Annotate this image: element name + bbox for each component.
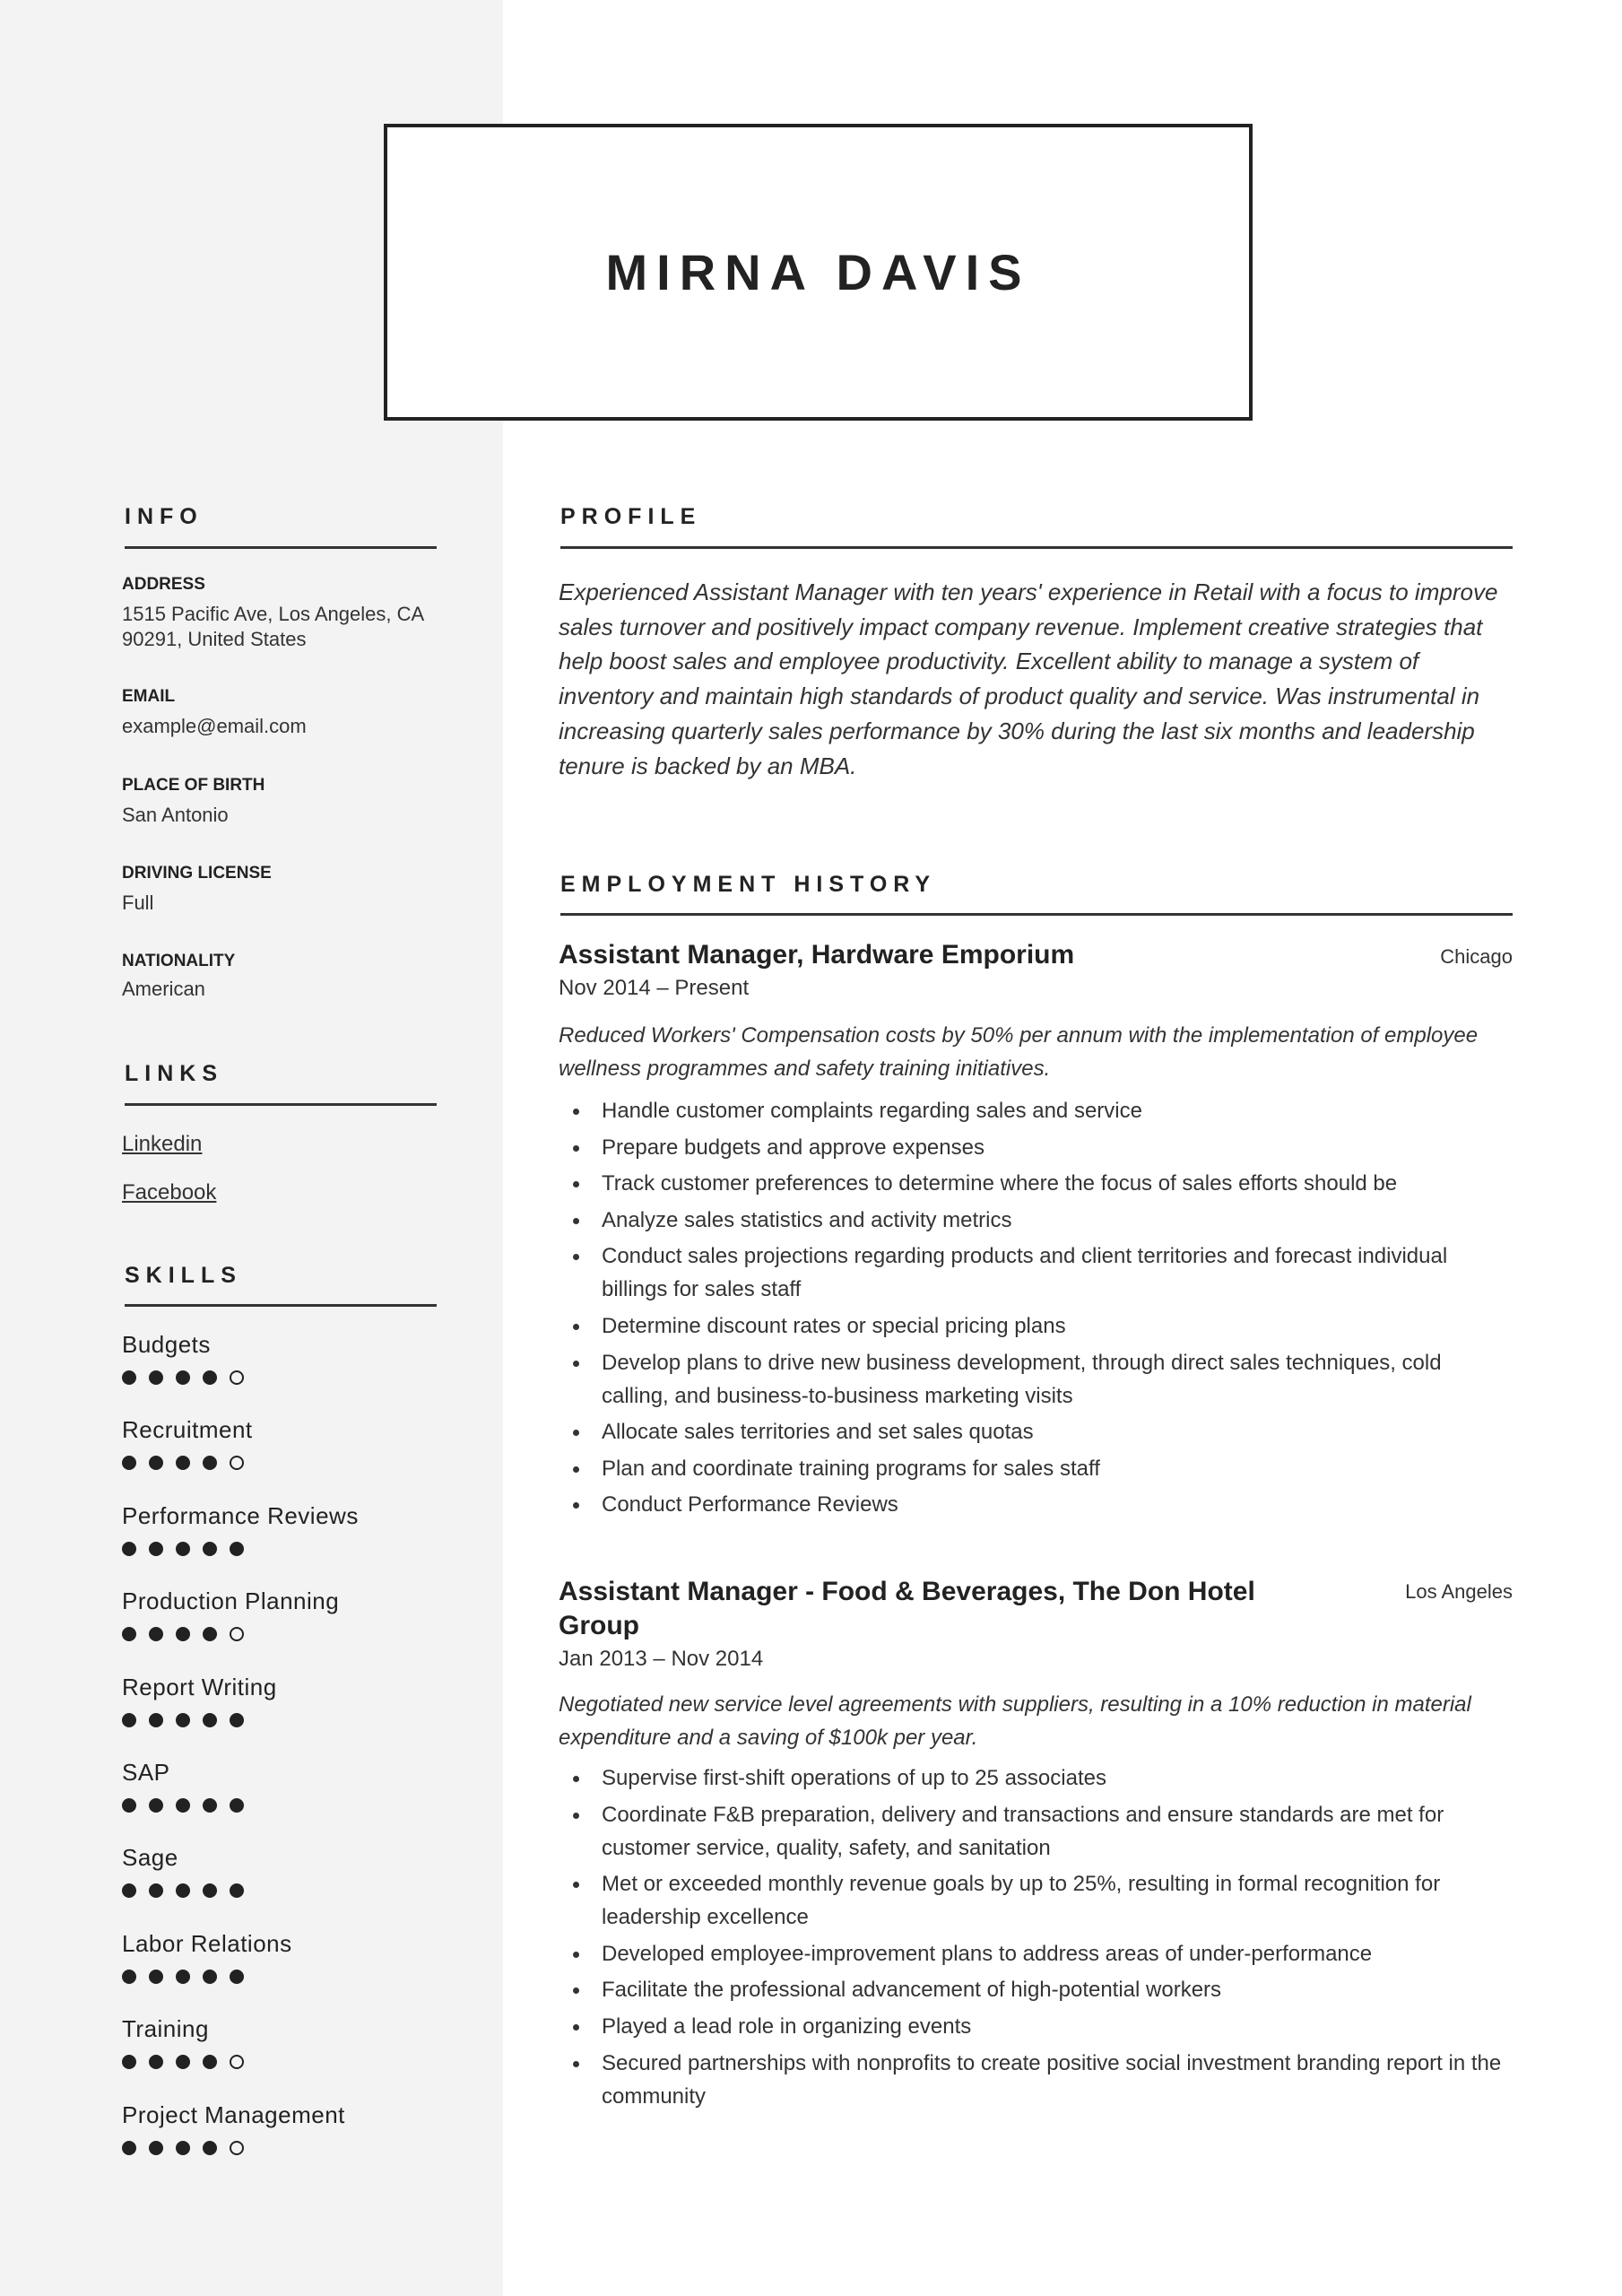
filled-dot-icon	[176, 1370, 190, 1385]
profile-section	[560, 504, 1513, 783]
linkedin-link[interactable]: Linkedin	[122, 1132, 203, 1156]
links-divider	[125, 1103, 437, 1106]
employment-section	[560, 872, 1513, 916]
info-value: example@email.com	[122, 715, 307, 737]
profile-heading: PROFILE	[560, 504, 702, 529]
job-title: Assistant Manager - Food & Beverages, The Don Hotel Group	[559, 1577, 1255, 1640]
empty-dot-icon	[230, 1627, 244, 1641]
skill-rating	[122, 1456, 445, 1470]
job-bullets	[559, 1761, 1513, 2113]
job-title: Assistant Manager, Hardware Emporium	[559, 940, 1075, 970]
filled-dot-icon	[149, 1542, 163, 1556]
skill-item	[122, 1502, 445, 1587]
info-value: 1515 Pacific Ave, Los Angeles, CA 90291, United States	[122, 603, 423, 650]
skill-item	[122, 1759, 445, 1844]
filled-dot-icon	[122, 2141, 136, 2155]
job-dates: Nov 2014 – Present	[559, 976, 750, 1000]
job-summary: Reduced Workers' Compensation costs by 50% per annum with the implementation of employee wellness programmes and safety training initiatives.	[559, 1023, 1479, 1081]
filled-dot-icon	[203, 2055, 217, 2069]
filled-dot-icon	[176, 2141, 190, 2155]
job-dates: Jan 2013 – Nov 2014	[559, 1647, 764, 1671]
bullet-item: Plan and coordinate training programs for sales staff	[559, 1452, 1513, 1485]
skill-item	[122, 1587, 445, 1673]
filled-dot-icon	[176, 1798, 190, 1813]
info-section	[125, 504, 437, 549]
profile-summary: Experienced Assistant Manager with ten years' experience in Retail with a focus to improve sales turnover and positively impact company revenue. Implement creative strategies that help boost sales and employee productivity. Excellent ability to manage a system of inventory and maintain high standards of product quality and service. Was instrumental in increasing quarterly sales performance by 30% during the last six months and leadership tenure is backed by an MBA.	[559, 578, 1498, 779]
filled-dot-icon	[176, 1970, 190, 1984]
skill-name: Budgets	[122, 1331, 211, 1358]
bullet-item: Met or exceeded monthly revenue goals by up to 25%, resulting in formal recognition for leadership excellence	[559, 1867, 1513, 1934]
bullet-item: Played a lead role in organizing events	[559, 2010, 1513, 2043]
candidate-name: MIRNA DAVIS	[605, 244, 1031, 300]
job-location: Los Angeles	[1405, 1580, 1513, 1603]
empty-dot-icon	[230, 2055, 244, 2069]
filled-dot-icon	[122, 1713, 136, 1727]
info-divider	[125, 546, 437, 549]
links-section	[125, 1061, 437, 1106]
bullet-item: Handle customer complaints regarding sales and service	[559, 1094, 1513, 1127]
skill-rating	[122, 1970, 445, 1984]
skill-name: Production Planning	[122, 1587, 340, 1615]
skills-heading: SKILLS	[125, 1263, 242, 1288]
empty-dot-icon	[230, 1370, 244, 1385]
filled-dot-icon	[149, 2141, 163, 2155]
filled-dot-icon	[230, 1713, 244, 1727]
bullet-item: Determine discount rates or special pricing plans	[559, 1309, 1513, 1343]
filled-dot-icon	[176, 1883, 190, 1898]
info-value: San Antonio	[122, 804, 229, 826]
job-entry	[559, 938, 1513, 1525]
info-label: EMAIL	[122, 687, 176, 706]
skill-name: Recruitment	[122, 1416, 253, 1444]
info-nationality	[122, 952, 445, 1002]
skill-rating	[122, 1883, 445, 1898]
filled-dot-icon	[230, 1798, 244, 1813]
skills-section	[125, 1263, 437, 1307]
bullet-item: Track customer preferences to determine where the focus of sales efforts should be	[559, 1167, 1513, 1200]
skill-item	[122, 1674, 445, 1759]
skill-item	[122, 1844, 445, 1929]
filled-dot-icon	[176, 1456, 190, 1470]
skill-rating	[122, 1798, 445, 1813]
filled-dot-icon	[176, 1542, 190, 1556]
job-bullets	[559, 1094, 1513, 1521]
filled-dot-icon	[203, 2141, 217, 2155]
info-heading: INFO	[125, 504, 204, 529]
filled-dot-icon	[122, 1883, 136, 1898]
skill-rating	[122, 1542, 445, 1556]
employment-divider	[560, 913, 1513, 916]
skill-name: Sage	[122, 1844, 178, 1872]
filled-dot-icon	[122, 1456, 136, 1470]
filled-dot-icon	[149, 1627, 163, 1641]
job-location: Chicago	[1440, 945, 1513, 968]
info-label: ADDRESS	[122, 575, 205, 594]
bullet-item: Supervise first-shift operations of up to 25 associates	[559, 1761, 1513, 1795]
skill-item	[122, 1930, 445, 2015]
skill-item	[122, 1416, 445, 1501]
links-list	[122, 1132, 216, 1205]
filled-dot-icon	[122, 1970, 136, 1984]
skills-list	[122, 1331, 445, 2187]
filled-dot-icon	[149, 1713, 163, 1727]
info-address	[122, 575, 445, 687]
skill-name: SAP	[122, 1758, 170, 1786]
info-label: PLACE OF BIRTH	[122, 776, 265, 795]
filled-dot-icon	[203, 1798, 217, 1813]
skill-name: Report Writing	[122, 1673, 277, 1700]
filled-dot-icon	[122, 1798, 136, 1813]
bullet-item: Develop plans to drive new business development, through direct sales techniques, cold calling, and business-to-business marketing visits	[559, 1346, 1513, 1413]
filled-dot-icon	[203, 1456, 217, 1470]
info-list	[122, 575, 445, 1002]
skill-rating	[122, 1627, 445, 1641]
info-email	[122, 687, 445, 776]
filled-dot-icon	[203, 1883, 217, 1898]
filled-dot-icon	[230, 1883, 244, 1898]
info-value: Full	[122, 891, 154, 914]
skill-name: Labor Relations	[122, 1929, 292, 1957]
filled-dot-icon	[230, 1542, 244, 1556]
filled-dot-icon	[176, 2055, 190, 2069]
info-place-of-birth	[122, 776, 445, 864]
employment-heading: EMPLOYMENT HISTORY	[560, 872, 937, 897]
empty-dot-icon	[230, 1456, 244, 1470]
filled-dot-icon	[149, 1970, 163, 1984]
skill-rating	[122, 2055, 445, 2069]
filled-dot-icon	[122, 1370, 136, 1385]
bullet-item: Prepare budgets and approve expenses	[559, 1131, 1513, 1164]
profile-divider	[560, 546, 1513, 549]
skill-rating	[122, 1370, 445, 1385]
info-label: NATIONALITY	[122, 952, 236, 970]
bullet-item: Developed employee-improvement plans to address areas of under-performance	[559, 1937, 1513, 1970]
empty-dot-icon	[230, 2141, 244, 2155]
filled-dot-icon	[122, 1542, 136, 1556]
filled-dot-icon	[230, 1970, 244, 1984]
skills-divider	[125, 1304, 437, 1307]
skill-name: Training	[122, 2015, 209, 2043]
info-value: American	[122, 978, 205, 1000]
skill-item	[122, 2101, 445, 2187]
job-entry	[559, 1575, 1513, 2116]
filled-dot-icon	[122, 2055, 136, 2069]
bullet-item: Secured partnerships with nonprofits to create positive social investment branding report in the community	[559, 2047, 1513, 2113]
filled-dot-icon	[122, 1627, 136, 1641]
filled-dot-icon	[203, 1627, 217, 1641]
filled-dot-icon	[203, 1713, 217, 1727]
bullet-item: Facilitate the professional advancement of high-potential workers	[559, 1973, 1513, 2006]
filled-dot-icon	[149, 1798, 163, 1813]
skill-item	[122, 2015, 445, 2100]
filled-dot-icon	[149, 2055, 163, 2069]
filled-dot-icon	[149, 1370, 163, 1385]
filled-dot-icon	[176, 1627, 190, 1641]
skill-rating	[122, 2141, 445, 2155]
info-label: DRIVING LICENSE	[122, 864, 272, 883]
filled-dot-icon	[203, 1542, 217, 1556]
skill-rating	[122, 1713, 445, 1727]
filled-dot-icon	[203, 1370, 217, 1385]
bullet-item: Conduct Performance Reviews	[559, 1488, 1513, 1521]
filled-dot-icon	[149, 1456, 163, 1470]
name-box	[384, 124, 1253, 421]
bullet-item: Conduct sales projections regarding products and client territories and forecast individual billings for sales staff	[559, 1239, 1513, 1306]
filled-dot-icon	[203, 1970, 217, 1984]
skill-name: Project Management	[122, 2100, 345, 2128]
filled-dot-icon	[176, 1713, 190, 1727]
links-heading: LINKS	[125, 1061, 223, 1086]
job-summary: Negotiated new service level agreements with suppliers, resulting in a 10% reduction in material expenditure and a saving of $100k per year.	[559, 1692, 1471, 1750]
filled-dot-icon	[149, 1883, 163, 1898]
facebook-link[interactable]: Facebook	[122, 1180, 217, 1205]
bullet-item: Analyze sales statistics and activity metrics	[559, 1204, 1513, 1237]
info-driving-license	[122, 864, 445, 952]
bullet-item: Coordinate F&B preparation, delivery and transactions and ensure standards are met for customer service, quality, safety, and sanitation	[559, 1798, 1513, 1865]
skill-item	[122, 1331, 445, 1416]
bullet-item: Allocate sales territories and set sales quotas	[559, 1415, 1513, 1448]
skill-name: Performance Reviews	[122, 1501, 359, 1529]
